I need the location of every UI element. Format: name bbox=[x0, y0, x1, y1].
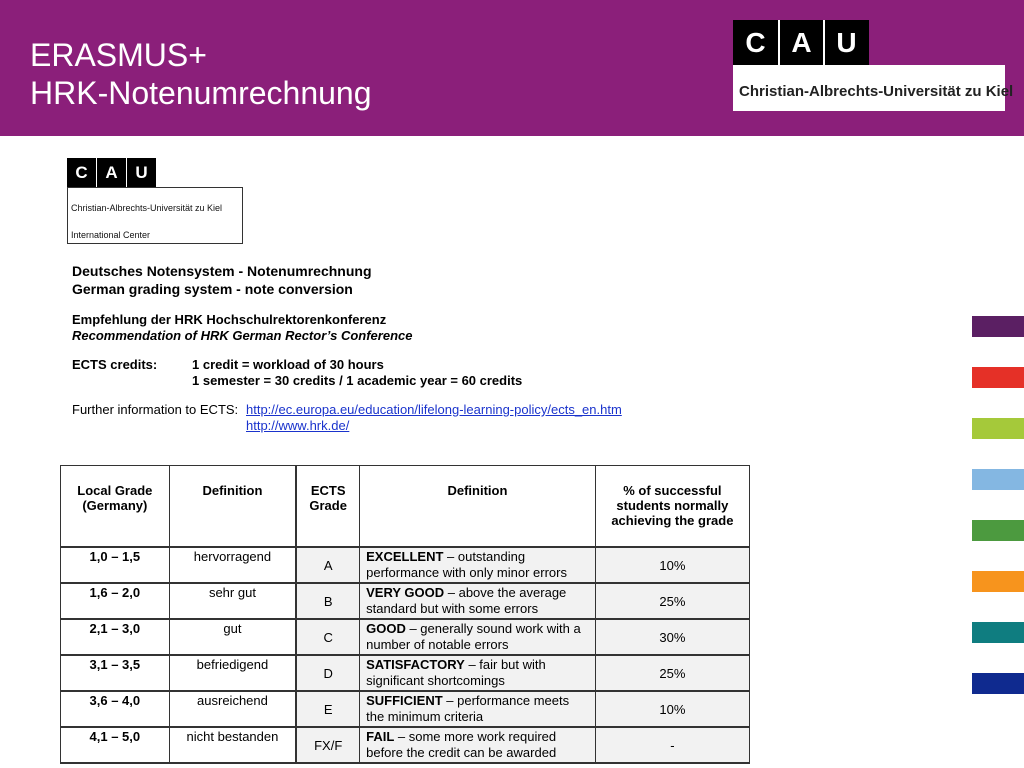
title-line-1: ERASMUS+ bbox=[30, 37, 207, 73]
logo-letter-c: C bbox=[745, 27, 766, 58]
cell-ects-grade: D bbox=[296, 655, 359, 691]
cell-percent: - bbox=[595, 727, 749, 763]
ects-credits-row bbox=[72, 357, 772, 373]
heading-german: Deutsches Notensystem - Notenumrechnung bbox=[72, 263, 372, 279]
cell-definition-english bbox=[360, 655, 596, 691]
further-info-row bbox=[72, 402, 772, 418]
color-swatch-purple bbox=[972, 316, 1024, 337]
cell-percent: 25% bbox=[595, 583, 749, 619]
cell-keyword: VERY GOOD bbox=[366, 585, 445, 600]
logo-university-name: Christian-Albrechts-Universität zu Kiel bbox=[739, 83, 1014, 100]
cell-local-grade: 1,0 – 1,5 bbox=[61, 547, 170, 583]
header-ects-grade: ECTS Grade bbox=[296, 466, 359, 548]
table-row bbox=[61, 691, 750, 727]
ects-link[interactable]: http://ec.europa.eu/education/lifelong-learning-policy/ects_en.htm bbox=[246, 402, 622, 417]
recommendation-german: Empfehlung der HRK Hochschulrektorenkonferenz bbox=[72, 312, 387, 327]
cell-description: – generally sound work with a number of notable errors bbox=[366, 621, 581, 652]
logo-department-name: International Center bbox=[71, 230, 151, 240]
cell-definition-english bbox=[360, 691, 596, 727]
color-swatch-lime bbox=[972, 418, 1024, 439]
cell-description: – some more work required before the credit can be awarded bbox=[366, 729, 557, 760]
cell-description: – performance meets the minimum criteria bbox=[366, 693, 570, 724]
cell-percent: 10% bbox=[595, 547, 749, 583]
cau-logo-large bbox=[733, 20, 1014, 111]
logo-university-row bbox=[67, 187, 243, 217]
cell-definition-english bbox=[360, 619, 596, 655]
cell-keyword: FAIL bbox=[366, 729, 395, 744]
cell-definition-english bbox=[360, 583, 596, 619]
cell-keyword: SUFFICIENT bbox=[366, 693, 443, 708]
cell-local-grade: 3,6 – 4,0 bbox=[61, 691, 170, 727]
cell-keyword: SATISFACTORY bbox=[366, 657, 465, 672]
logo-letter-a: A bbox=[105, 163, 118, 182]
title-line-2: HRK-Notenumrechnung bbox=[30, 75, 372, 111]
further-info-row-2 bbox=[72, 418, 772, 434]
header-local-grade: Local Grade (Germany) bbox=[61, 466, 170, 548]
header-band bbox=[0, 0, 1024, 136]
ects-credits-line-2: 1 semester = 30 credits / 1 academic year = 60 credits bbox=[192, 373, 523, 388]
cell-percent: 10% bbox=[595, 691, 749, 727]
hrk-link[interactable]: http://www.hrk.de/ bbox=[246, 418, 350, 433]
header-definition: Definition bbox=[169, 466, 296, 548]
cell-description: – fair but with significant shortcomings bbox=[366, 657, 546, 688]
cell-local-grade: 3,1 – 3,5 bbox=[61, 655, 170, 691]
cell-definition: ausreichend bbox=[169, 691, 296, 727]
cell-keyword: GOOD bbox=[366, 621, 406, 636]
color-swatch-light-blue bbox=[972, 469, 1024, 490]
ects-credits-row-2 bbox=[72, 373, 772, 389]
color-swatch-red bbox=[972, 367, 1024, 388]
cell-description: – above the average standard but with some errors bbox=[366, 585, 567, 616]
recommendation-english: Recommendation of HRK German Rector’s Conference bbox=[72, 328, 413, 343]
cell-definition: sehr gut bbox=[169, 583, 296, 619]
cell-definition: hervorragend bbox=[169, 547, 296, 583]
header-percent-students: % of successful students normally achieving the grade bbox=[595, 466, 749, 548]
header-definition-english: Definition bbox=[360, 466, 596, 548]
cell-ects-grade: B bbox=[296, 583, 359, 619]
heading-english: German grading system - note conversion bbox=[72, 281, 353, 297]
cell-local-grade: 2,1 – 3,0 bbox=[61, 619, 170, 655]
cell-definition: gut bbox=[169, 619, 296, 655]
table-row bbox=[61, 583, 750, 619]
table-row bbox=[61, 655, 750, 691]
further-info-label: Further information to ECTS: bbox=[72, 402, 239, 417]
logo-letter-a: A bbox=[791, 27, 812, 58]
cell-description: – outstanding performance with only minor errors bbox=[366, 549, 567, 580]
logo-letter-c: C bbox=[75, 163, 88, 182]
logo-name-plate bbox=[733, 65, 1014, 111]
logo-university-name: Christian-Albrechts-Universität zu Kiel bbox=[71, 203, 223, 213]
cell-ects-grade: FX/F bbox=[296, 727, 359, 763]
cell-definition: nicht bestanden bbox=[169, 727, 296, 763]
cell-definition: befriedigend bbox=[169, 655, 296, 691]
intro-section bbox=[72, 262, 772, 434]
color-swatch-orange bbox=[972, 571, 1024, 592]
ects-credits-line-1: 1 credit = workload of 30 hours bbox=[192, 357, 384, 372]
cell-definition-english bbox=[360, 547, 596, 583]
logo-letter-u: U bbox=[836, 27, 857, 58]
cell-ects-grade: A bbox=[296, 547, 359, 583]
table-row bbox=[61, 727, 750, 763]
cell-percent: 25% bbox=[595, 655, 749, 691]
cell-local-grade: 1,6 – 2,0 bbox=[61, 583, 170, 619]
table-row bbox=[61, 547, 750, 583]
page-title bbox=[30, 36, 372, 112]
color-swatch-green bbox=[972, 520, 1024, 541]
logo-department-row bbox=[67, 215, 243, 244]
logo-letter-u: U bbox=[135, 163, 148, 182]
table-header-row bbox=[61, 466, 750, 548]
cell-keyword: EXCELLENT bbox=[366, 549, 444, 564]
cell-definition-english bbox=[360, 727, 596, 763]
color-swatch-dark-blue bbox=[972, 673, 1024, 694]
ects-credits-label: ECTS credits: bbox=[72, 357, 158, 372]
cell-local-grade: 4,1 – 5,0 bbox=[61, 727, 170, 763]
cell-percent: 30% bbox=[595, 619, 749, 655]
grade-conversion-table bbox=[60, 465, 750, 764]
table-row bbox=[61, 619, 750, 655]
cell-ects-grade: C bbox=[296, 619, 359, 655]
cell-ects-grade: E bbox=[296, 691, 359, 727]
cau-logo-small bbox=[67, 158, 243, 246]
color-swatch-teal bbox=[972, 622, 1024, 643]
logo-letter-boxes bbox=[67, 158, 156, 188]
logo-letter-boxes bbox=[733, 20, 869, 65]
